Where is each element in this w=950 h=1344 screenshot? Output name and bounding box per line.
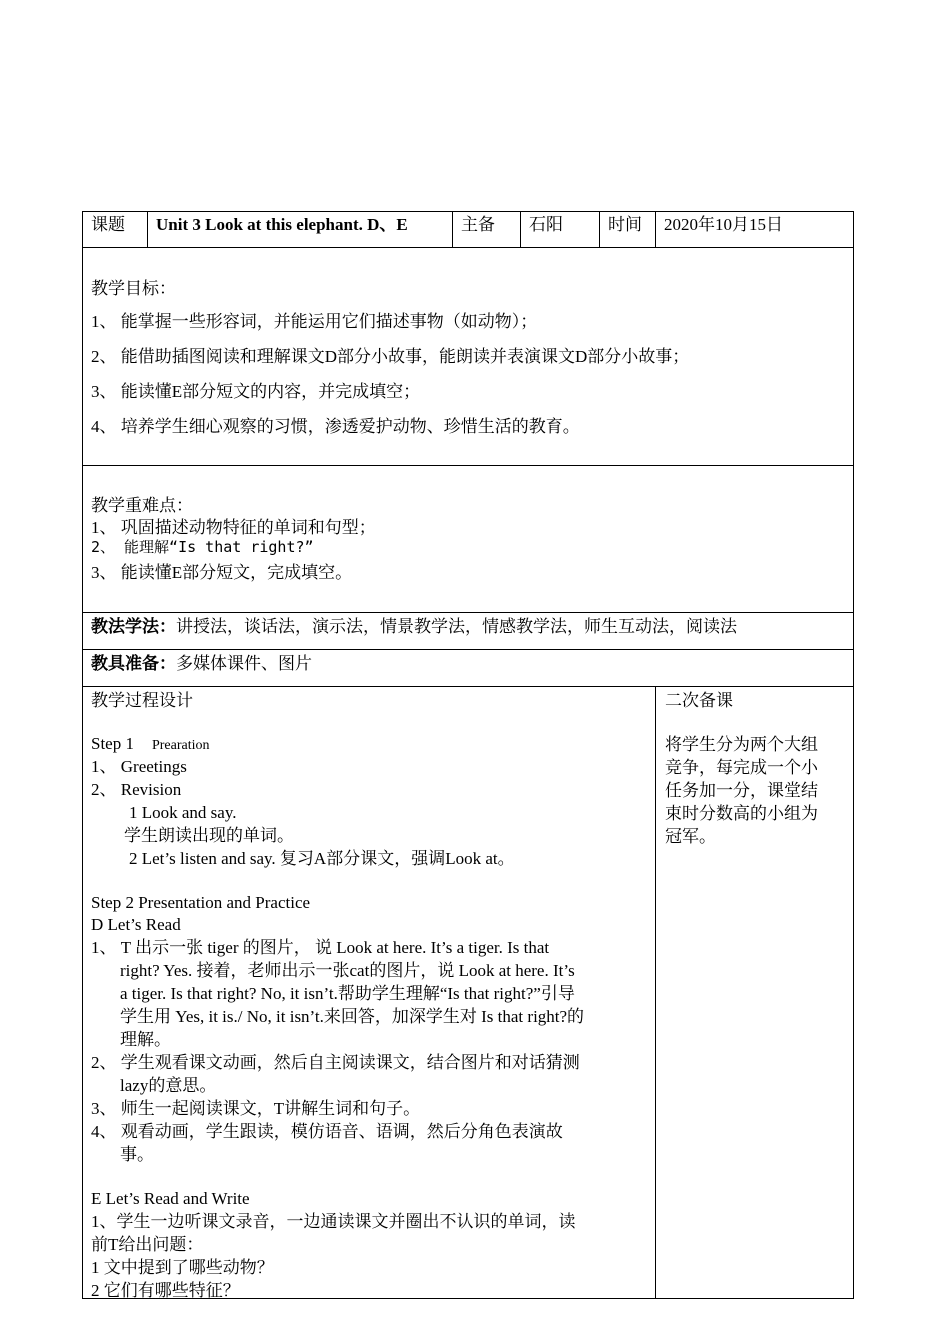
time-label: 时间 (608, 215, 642, 234)
process-heading: 教学过程设计 (91, 691, 193, 710)
methods-row (91, 616, 737, 638)
d-item-line: 事。 (120, 1145, 154, 1164)
topic-label: 课题 (91, 215, 125, 234)
d-item-line: lazy的意思。 (120, 1076, 217, 1095)
step1-label: Step 1 (91, 734, 134, 753)
d-item-line: 3、 师生一起阅读课文，T讲解生词和句子。 (91, 1099, 421, 1118)
col-divider (452, 211, 453, 248)
step1-item: 1、 Greetings (91, 757, 187, 776)
step1-subitem: 2 Let’s listen and say. 复习A部分课文，强调Look at。 (129, 849, 515, 868)
objective-item: 3、 能读懂E部分短文的内容，并完成填空； (91, 382, 421, 401)
objective-item: 2、 能借助插图阅读和理解课文D部分小故事，能朗读并表演课文D部分小故事； (91, 347, 690, 366)
col-divider (147, 211, 148, 248)
materials-row (91, 653, 312, 675)
second-prep-heading: 二次备课 (665, 691, 733, 710)
row-divider (82, 247, 854, 248)
step1-title (91, 732, 210, 757)
second-prep-line: 竞争，每完成一个小 (665, 758, 818, 777)
step2-title: Step 2 Presentation and Practice (91, 893, 311, 912)
d-item-line: 学生用 Yes, it is./ No, it isn’t.来回答，加深学生对 Is that right?的 (120, 1007, 585, 1026)
table-top-border (82, 211, 854, 212)
step1-item: 2、 Revision (91, 780, 182, 799)
step1-subitem: 1 Look and say. (129, 803, 237, 822)
objective-item: 1、 能掌握一些形容词，并能运用它们描述事物（如动物）； (91, 312, 538, 331)
row-divider (82, 465, 854, 466)
col-divider-process (655, 686, 656, 1299)
time-value: 2020年10月15日 (664, 215, 783, 234)
step1-subitem: 学生朗读出现的单词。 (124, 826, 294, 845)
table-right-border (853, 211, 854, 1299)
table-left-border (82, 211, 83, 1299)
col-divider (599, 211, 600, 248)
e-title: E Let’s Read and Write (91, 1189, 250, 1208)
row-divider (82, 612, 854, 613)
d-item-line: right? Yes. 接着，老师出示一张cat的图片，说 Look at here. It’s (120, 961, 575, 980)
d-title: D Let’s Read (91, 915, 181, 934)
second-prep-line: 将学生分为两个大组 (665, 735, 818, 754)
d-item-line: 理解。 (120, 1030, 171, 1049)
methods-value: 讲授法，谈话法，演示法，情景教学法，情感教学法，师生互动法，阅读法 (176, 617, 737, 636)
materials-value: 多媒体课件、图片 (176, 654, 312, 673)
d-item-line: 2、 学生观看课文动画，然后自主阅读课文，结合图片和对话猜测 (91, 1053, 580, 1072)
methods-label: 教法学法： (91, 617, 176, 636)
e-item-line: 1、学生一边听课文录音，一边通读课文并圈出不认识的单词，读 (91, 1212, 576, 1231)
second-prep-line: 任务加一分，课堂结 (665, 781, 818, 800)
key-point-item: 3、 能读懂E部分短文，完成填空。 (91, 563, 353, 582)
objective-item: 4、 培养学生细心观察的习惯，渗透爱护动物、珍惜生活的教育。 (91, 417, 580, 436)
row-divider (82, 686, 854, 687)
preparer-value: 石阳 (529, 215, 563, 234)
topic-value: Unit 3 Look at this elephant. D、E (156, 215, 408, 234)
col-divider (655, 211, 656, 248)
key-point-item: 1、 巩固描述动物特征的单词和句型； (91, 518, 376, 537)
materials-label: 教具准备： (91, 654, 176, 673)
preparer-label: 主备 (461, 215, 495, 234)
objectives-heading: 教学目标： (91, 279, 176, 298)
e-question: 2 它们有哪些特征？ (91, 1281, 240, 1300)
col-divider (520, 211, 521, 248)
e-question: 1 文中提到了哪些动物？ (91, 1258, 274, 1277)
key-point-item: 2、 能理解“Is that right?” (91, 538, 314, 556)
d-item-line: 1、 T 出示一张 tiger 的图片， 说 Look at here. It’s a tiger. Is that (91, 938, 550, 957)
row-divider (82, 649, 854, 650)
second-prep-line: 束时分数高的小组为 (665, 804, 818, 823)
key-points-heading: 教学重难点： (91, 496, 193, 515)
d-item-line: 4、 观看动画，学生跟读，模仿语音、语调，然后分角色表演故 (91, 1122, 563, 1141)
e-item-line: 前T给出问题： (91, 1235, 204, 1254)
d-item-line: a tiger. Is that right? No, it isn’t.帮助学生理解“Is that right?”引导 (120, 984, 575, 1003)
second-prep-line: 冠军。 (665, 827, 716, 846)
step1-name: Prearation (151, 738, 210, 753)
